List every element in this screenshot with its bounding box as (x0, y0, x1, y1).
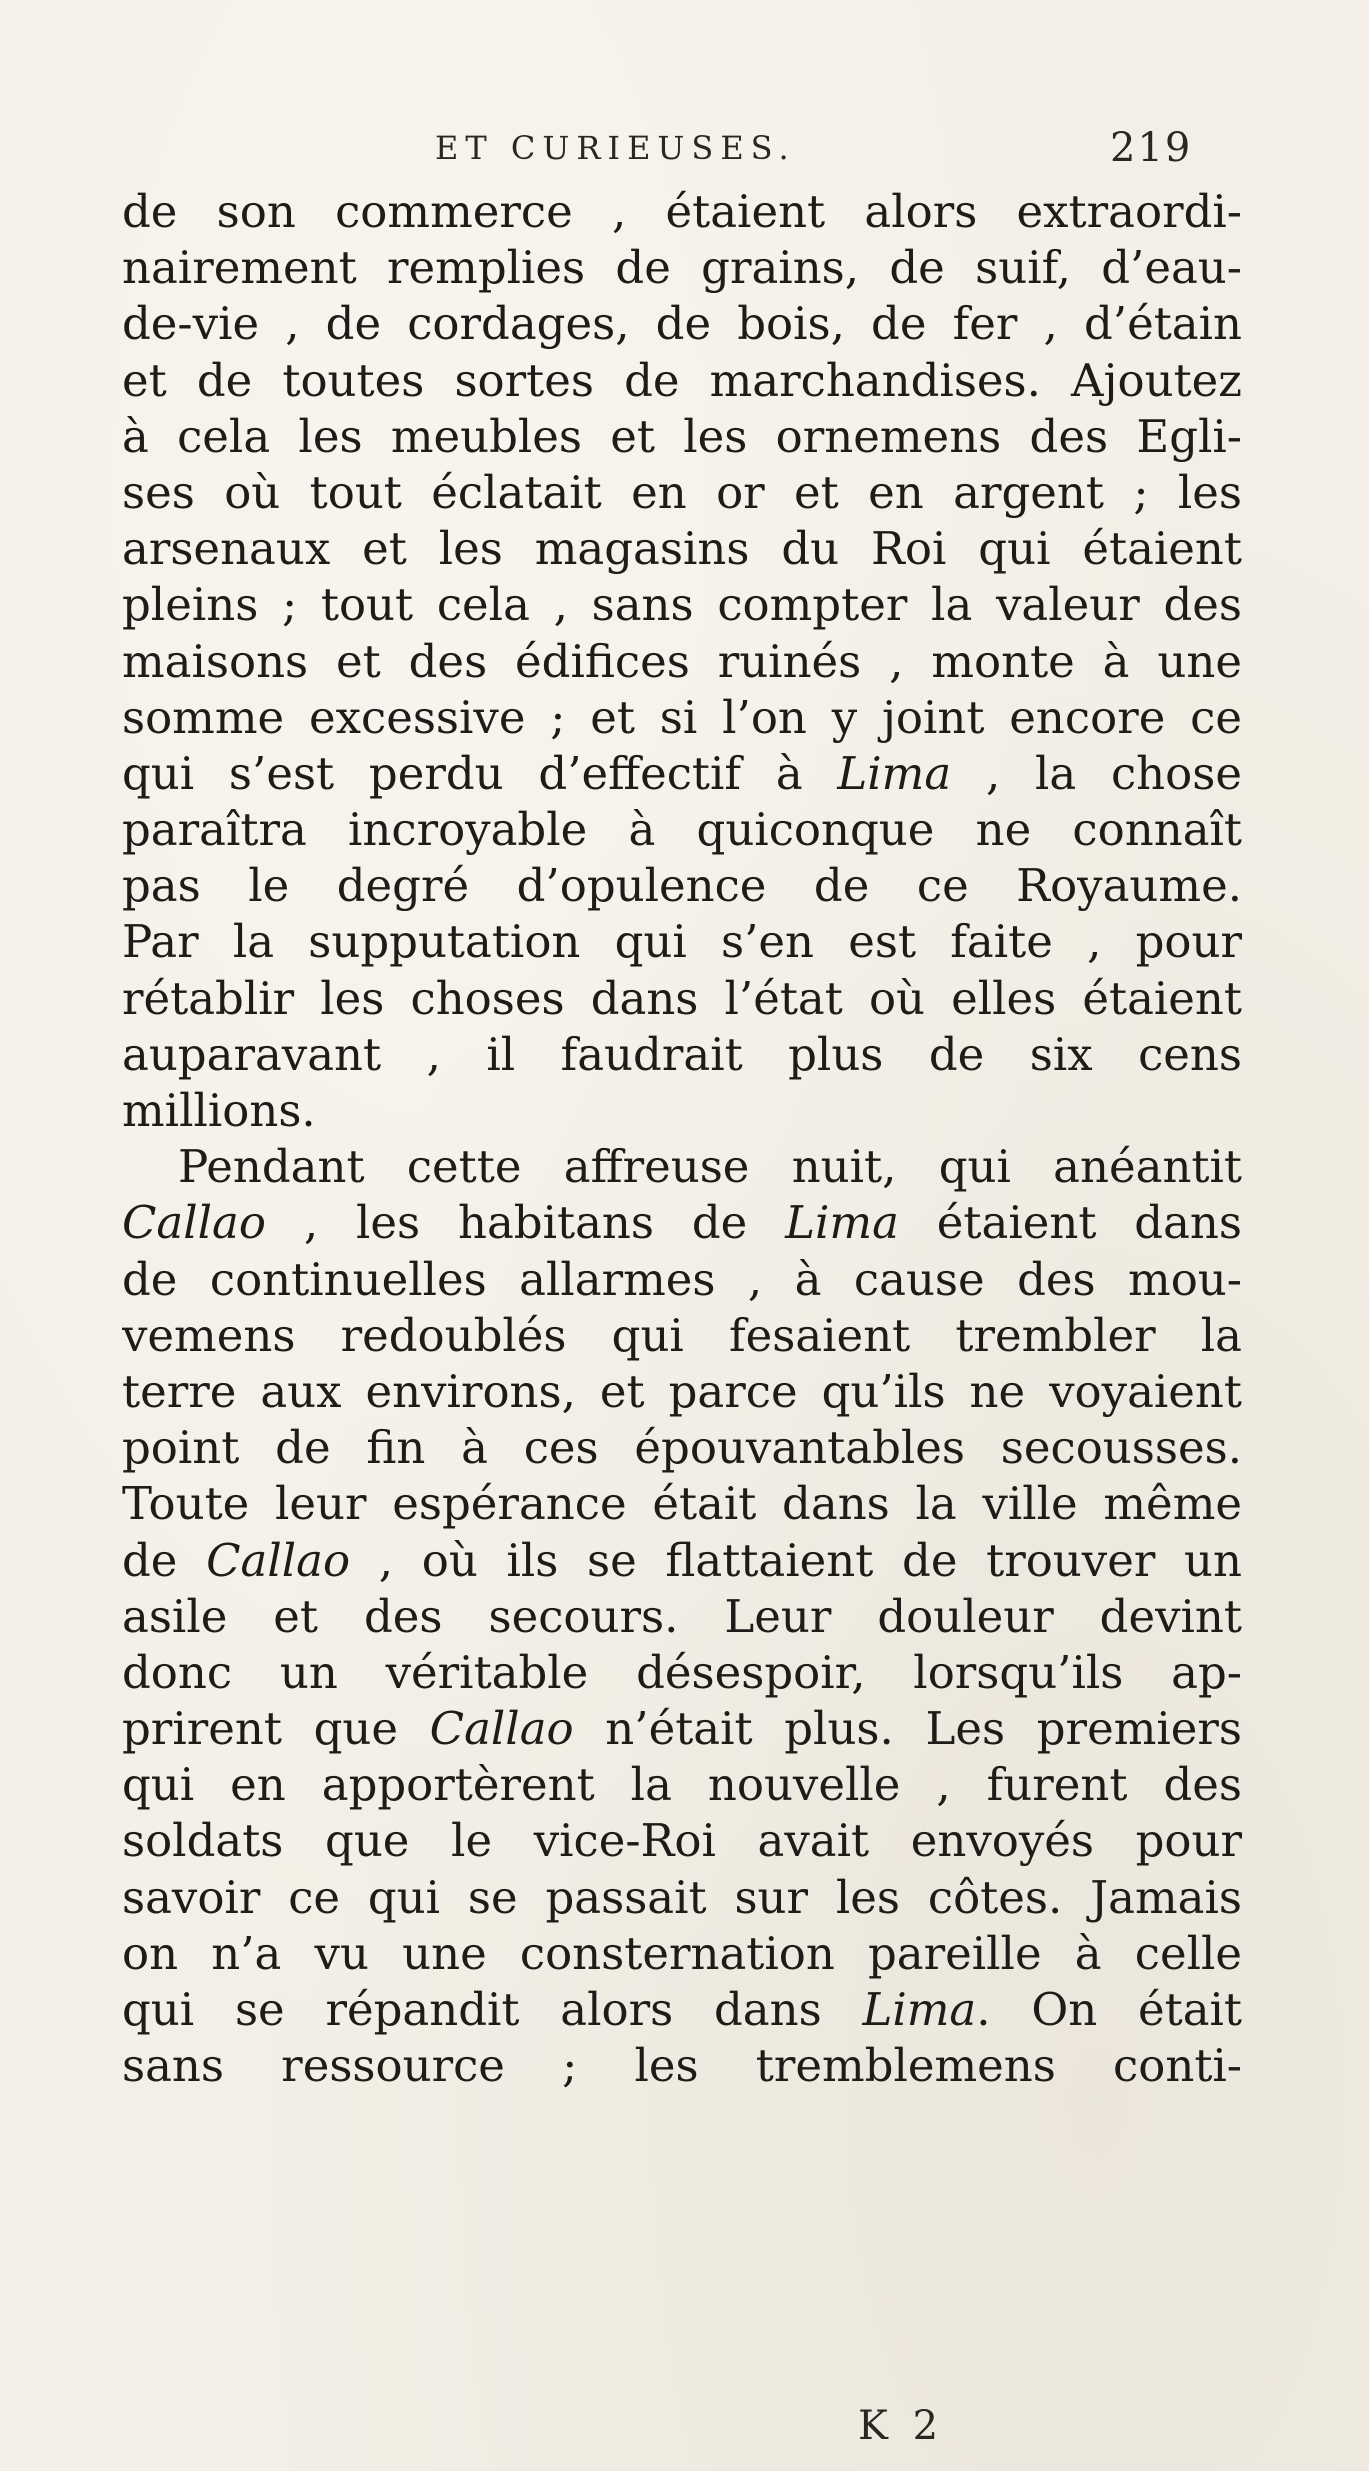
text-segment: qui se répandit alors dans (122, 1983, 863, 2036)
text-segment: , les habitans de (265, 1196, 786, 1250)
text-line (122, 746, 1242, 802)
text-line: sans ressource ; les tremblemens conti- (122, 2039, 1242, 2093)
text-line: asile et des secours. Leur douleur devint (122, 1589, 1242, 1643)
place-name-lima: Lima (862, 1983, 977, 2036)
text-line: maisons et des édifices ruinés , monte à une (122, 634, 1242, 688)
text-line: ses où tout éclatait en or et en argent ; les (122, 465, 1242, 519)
text-line: soldats que le vice-Roi avait envoyés pour (122, 1814, 1242, 1868)
text-line: pas le degré d’opulence de ce Royaume. (122, 859, 1242, 913)
text-line: terre aux environs, et parce qu’ils ne voyaient (122, 1364, 1242, 1418)
place-name-lima: Lima (837, 746, 952, 800)
text-segment: prirent que (122, 1702, 430, 1756)
text-line (122, 1533, 1242, 1589)
text-line: vemens redoublés qui fesaient trembler la (122, 1308, 1242, 1362)
text-segment: n’était plus. Les premiers (573, 1702, 1242, 1756)
running-head (0, 118, 1369, 178)
text-line-paragraph-end: millions. (122, 1084, 316, 1137)
text-line: paraîtra incroyable à quiconque ne connaît (122, 803, 1242, 857)
text-line: point de fin à ces épouvantables secousses. (122, 1421, 1242, 1475)
text-line: nairement remplies de grains, de suif, d’eau- (122, 241, 1242, 295)
text-line: auparavant , il faudrait plus de six cens (122, 1027, 1242, 1081)
place-name-callao: Callao (429, 1702, 574, 1756)
text-line: à cela les meubles et les ornemens des Egli- (122, 409, 1242, 463)
text-line: et de toutes sortes de marchandises. Ajoutez (122, 353, 1242, 407)
text-line: de continuelles allarmes , à cause des mou- (122, 1252, 1242, 1306)
running-title: ET CURIEUSES. (435, 129, 796, 167)
text-segment: , où ils se flattaient de trouver un (350, 1533, 1242, 1587)
text-line: on n’a vu une consternation pareille à celle (122, 1926, 1242, 1980)
text-line: de son commerce , étaient alors extraordi- (122, 185, 1242, 238)
place-name-callao: Callao (122, 1196, 266, 1250)
text-line: somme excessive ; et si l’on y joint encore ce (122, 690, 1242, 744)
text-segment: qui s’est perdu d’effectif à (122, 746, 838, 800)
text-segment: . On était (976, 1983, 1242, 2036)
text-line (122, 1195, 1242, 1251)
place-name-lima: Lima (785, 1196, 899, 1250)
text-line: qui en apportèrent la nouvelle , furent des (122, 1758, 1242, 1812)
text-line (122, 1701, 1242, 1757)
body-text (122, 184, 1242, 2094)
text-line-paragraph-start: Pendant cette affreuse nuit, qui anéantit (178, 1140, 1242, 1194)
page-number: 219 (1110, 125, 1193, 171)
place-name-callao: Callao (206, 1533, 351, 1587)
text-line: savoir ce qui se passait sur les côtes. Jamais (122, 1870, 1242, 1924)
text-segment: de (122, 1533, 207, 1587)
signature-mark: K 2 (858, 2403, 945, 2449)
text-line: pleins ; tout cela , sans compter la valeur des (122, 578, 1242, 632)
text-line: rétablir les choses dans l’état où elles étaient (122, 971, 1242, 1025)
text-line: donc un véritable désespoir, lorsqu’ils ap- (122, 1645, 1242, 1699)
text-line: arsenaux et les magasins du Roi qui étaient (122, 522, 1242, 576)
text-line: Par la supputation qui s’en est faite , pour (122, 915, 1242, 969)
text-line: Toute leur espérance était dans la ville même (122, 1477, 1242, 1531)
text-line (122, 1982, 1242, 2038)
text-line: de-vie , de cordages, de bois, de fer , d’étain (122, 297, 1242, 351)
text-segment: étaient dans (898, 1196, 1242, 1250)
text-segment: , la chose (951, 746, 1242, 800)
